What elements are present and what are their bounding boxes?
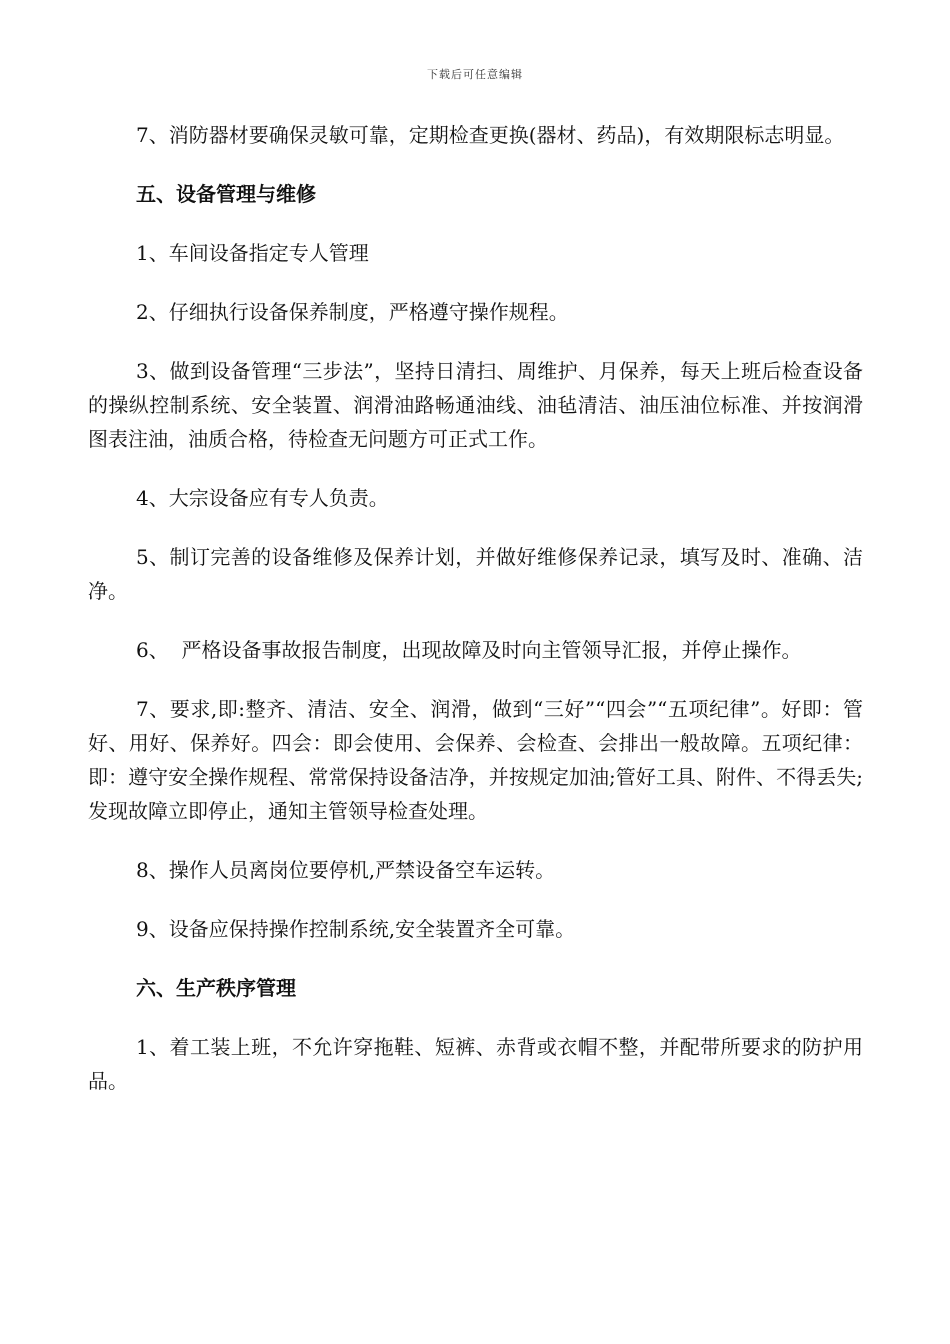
list-item: 4、大宗设备应有专人负责。 [136, 486, 389, 510]
document-body [88, 118, 863, 1098]
list-item: 2、仔细执行设备保养制度，严格遵守操作规程。 [136, 300, 569, 324]
list-item: 9、设备应保持操作控制系统,安全装置齐全可靠。 [136, 917, 576, 941]
list-item: 8、操作人员离岗位要停机,严禁设备空车运转。 [136, 858, 556, 882]
paragraph-fire-equipment: 7、消防器材要确保灵敏可靠，定期检查更换(器材、药品)，有效期限标志明显。 [136, 123, 845, 147]
list-item: 5、制订完善的设备维修及保养计划，并做好维修保养记录，填写及时、准确、洁净。 [88, 545, 863, 603]
section-heading-production-order: 六、生产秩序管理 [136, 976, 296, 1000]
list-item: 3、做到设备管理“三步法”，坚持日清扫、周维护、月保养，每天上班后检查设备的操纵控制系统、安全装置、润滑油路畅通油线、油毡清洁、油压油位标准、并按润滑图表注油，油质合格，待检查无问题方可正式工作。 [88, 359, 863, 451]
list-item: 1、着工装上班，不允许穿拖鞋、短裤、赤背或衣帽不整，并配带所要求的防护用品。 [88, 1035, 863, 1093]
list-item: 6、 严格设备事故报告制度，出现故障及时向主管领导汇报，并停止操作。 [136, 638, 802, 662]
header-note: 下载后可任意编辑 [427, 68, 523, 81]
list-item: 7、要求,即:整齐、清洁、安全、润滑，做到“三好”“四会”“五项纪律”。好即：管好、用好、保养好。四会：即会使用、会保养、会检查、会排出一般故障。五项纪律：即：遵守安全操作规程、常常保持设备洁净，并按规定加油;管好工具、附件、不得丢失;发现故障立即停止，通知主管领导检查处理。 [88, 697, 863, 823]
section-heading-equipment: 五、设备管理与维修 [136, 182, 316, 206]
list-item: 1、车间设备指定专人管理 [136, 241, 369, 265]
